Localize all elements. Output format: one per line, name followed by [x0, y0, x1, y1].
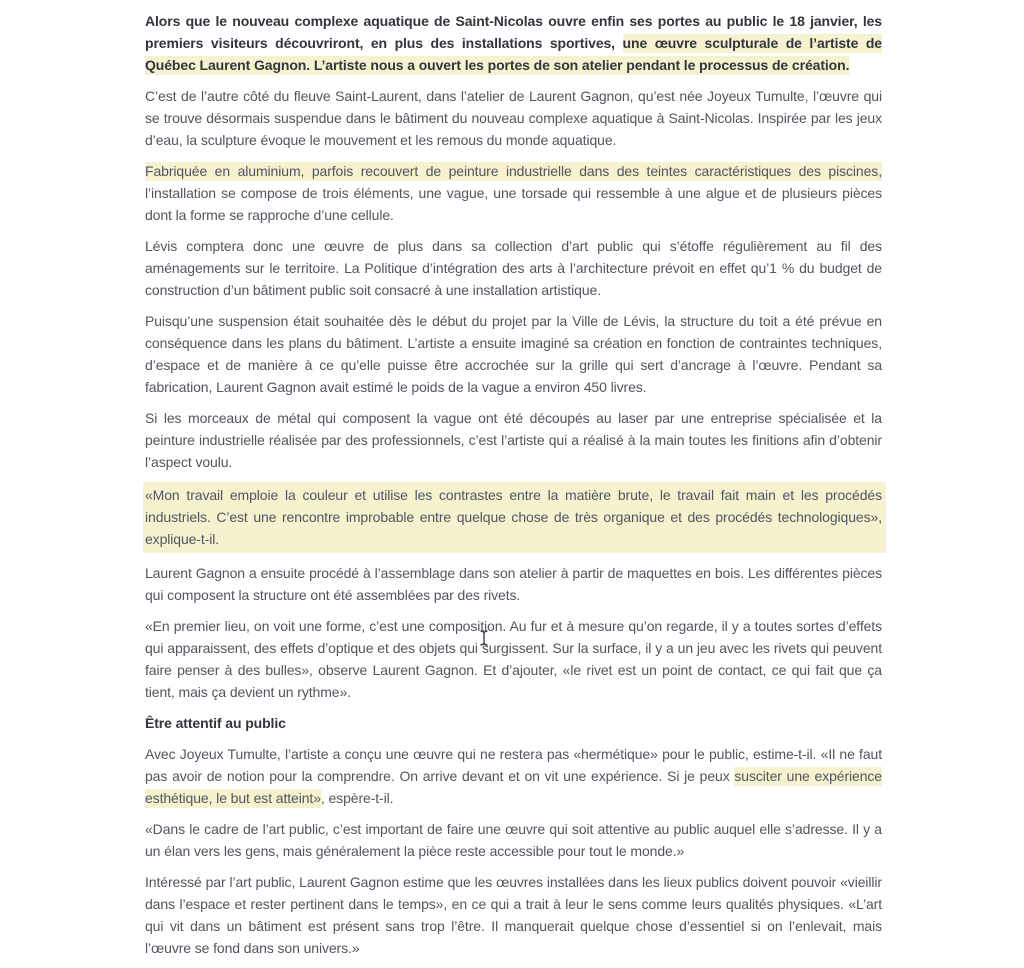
article-paragraph [145, 310, 882, 398]
article-paragraph [145, 10, 882, 76]
text-segment: Alors que le nouveau complexe aquatique de Saint-Nicolas ouvre enfin ses portes au public le 18 janvier, les premiers visiteurs découvriront, en plus des installations sportives, [145, 13, 882, 51]
article-paragraph [145, 743, 882, 809]
article-paragraph [145, 562, 882, 606]
text-segment: Laurent Gagnon a ensuite procédé à l’assemblage dans son atelier à partir de maquettes en bois. Les différentes pièces qui composent la structure ont été assemblées par des rivets. [145, 565, 882, 603]
article-paragraph [145, 407, 882, 473]
text-segment: Intéressé par l’art public, Laurent Gagnon estime que les œuvres installées dans les lieux publics doivent pouvoir «vieillir dans l’espace et rester pertinent dans le temps», en ce qui a trait à leur le sens comme leurs qualités physiques. «L’art qui vit dans un bâtiment est présent sans trop l’être. Il manquerait quelque chose d’essentiel si on l’enlevait, mais l’œuvre se fond dans son univers.» [145, 874, 882, 956]
text-segment: l’installation se compose de trois éléments, une vague, une torsade qui ressemble à une algue et de plusieurs pièces dont la forme se rapproche d’une cellule. [145, 185, 882, 223]
article-body [145, 10, 882, 968]
text-segment: Puisqu’une suspension était souhaitée dès le début du projet par la Ville de Lévis, la structure du toit a été prévue en conséquence dans les plans du bâtiment. L’artiste a ensuite imaginé sa création en fonction de contraintes techniques, d’espace et de manière à ce qu’elle puisse être accrochée sur la grille qui sert d’ancrage à l’œuvre. Pendant sa fabrication, Laurent Gagnon avait estimé le poids de la vague a environ 450 livres. [145, 313, 882, 395]
text-segment: «Dans le cadre de l’art public, c’est important de faire une œuvre qui soit attentive au public auquel elle s’adresse. Il y a un élan vers les gens, mais généralement la pièce reste accessible pour tout le monde.» [145, 821, 882, 859]
text-segment: C’est de l’autre côté du fleuve Saint-Laurent, dans l’atelier de Laurent Gagnon, qu’est née Joyeux Tumulte, l’œuvre qui se trouve désormais suspendue dans le bâtiment du nouveau complexe aquatique à Saint-Nicolas. Inspirée par les jeux d’eau, la sculpture évoque le mouvement et les remous du monde aquatique. [145, 88, 882, 148]
article-paragraph [143, 482, 886, 553]
text-segment: , espère-t-il. [320, 790, 394, 806]
article-paragraph [145, 85, 882, 151]
article-paragraph [145, 235, 882, 301]
section-heading [145, 712, 882, 734]
highlighted-text: Fabriquée en aluminium, parfois recouvert de peinture industrielle dans des teintes caractéristiques des piscines, [145, 163, 882, 179]
article-paragraph [145, 160, 882, 226]
article-paragraph [145, 871, 882, 959]
article-paragraph [145, 615, 882, 703]
text-segment: Si les morceaux de métal qui composent la vague ont été découpés au laser par une entreprise spécialisée et la peinture industrielle réalisée par des professionnels, c’est l’artiste qui a réalisé à la main toutes les finitions afin d’obtenir l’aspect voulu. [145, 410, 882, 470]
article-paragraph [145, 818, 882, 862]
text-segment: Avec Joyeux Tumulte, l’artiste a conçu une œuvre qui ne restera pas «hermétique» pour le public, estime-t-il. «Il ne faut pas avoir de notion pour la comprendre. On arrive devant et on vit une expérience. Si je peux [145, 746, 882, 784]
text-segment: Lévis comptera donc une œuvre de plus dans sa collection d’art public qui s’étoffe régulièrement au fil des aménagements sur le territoire. La Politique d’intégration des arts à l’architecture prévoit en effet qu’1 % du budget de construction d’un bâtiment public soit consacré à une installation artistique. [145, 238, 882, 298]
text-segment: «En premier lieu, on voit une forme, c’est une composition. Au fur et à mesure qu’on regarde, il y a toutes sortes d’effets qui apparaissent, des effets d’optique et des objets qui surgissent. Sur la surface, il y a un jeu avec les rivets qui peuvent faire penser à des bulles», observe Laurent Gagnon. Et d’ajouter, «le rivet est un point de contact, ce qui fait que ça tient, mais ça devient un rythme». [145, 618, 882, 700]
text-segment: «Mon travail emploie la couleur et utilise les contrastes entre la matière brute, le travail fait main et les procédés industriels. C’est une rencontre improbable entre quelque chose de très organique et des procédés technologiques», explique-t-il. [145, 487, 882, 547]
highlighted-text: une œuvre sculpturale de l’artiste de Québec Laurent Gagnon. L’artiste nous a ouvert les portes de son atelier pendant le processus de création. [145, 35, 882, 73]
highlighted-text: susciter une expérience esthétique, le but est atteint» [145, 768, 882, 806]
text-segment: Être attentif au public [145, 715, 286, 731]
